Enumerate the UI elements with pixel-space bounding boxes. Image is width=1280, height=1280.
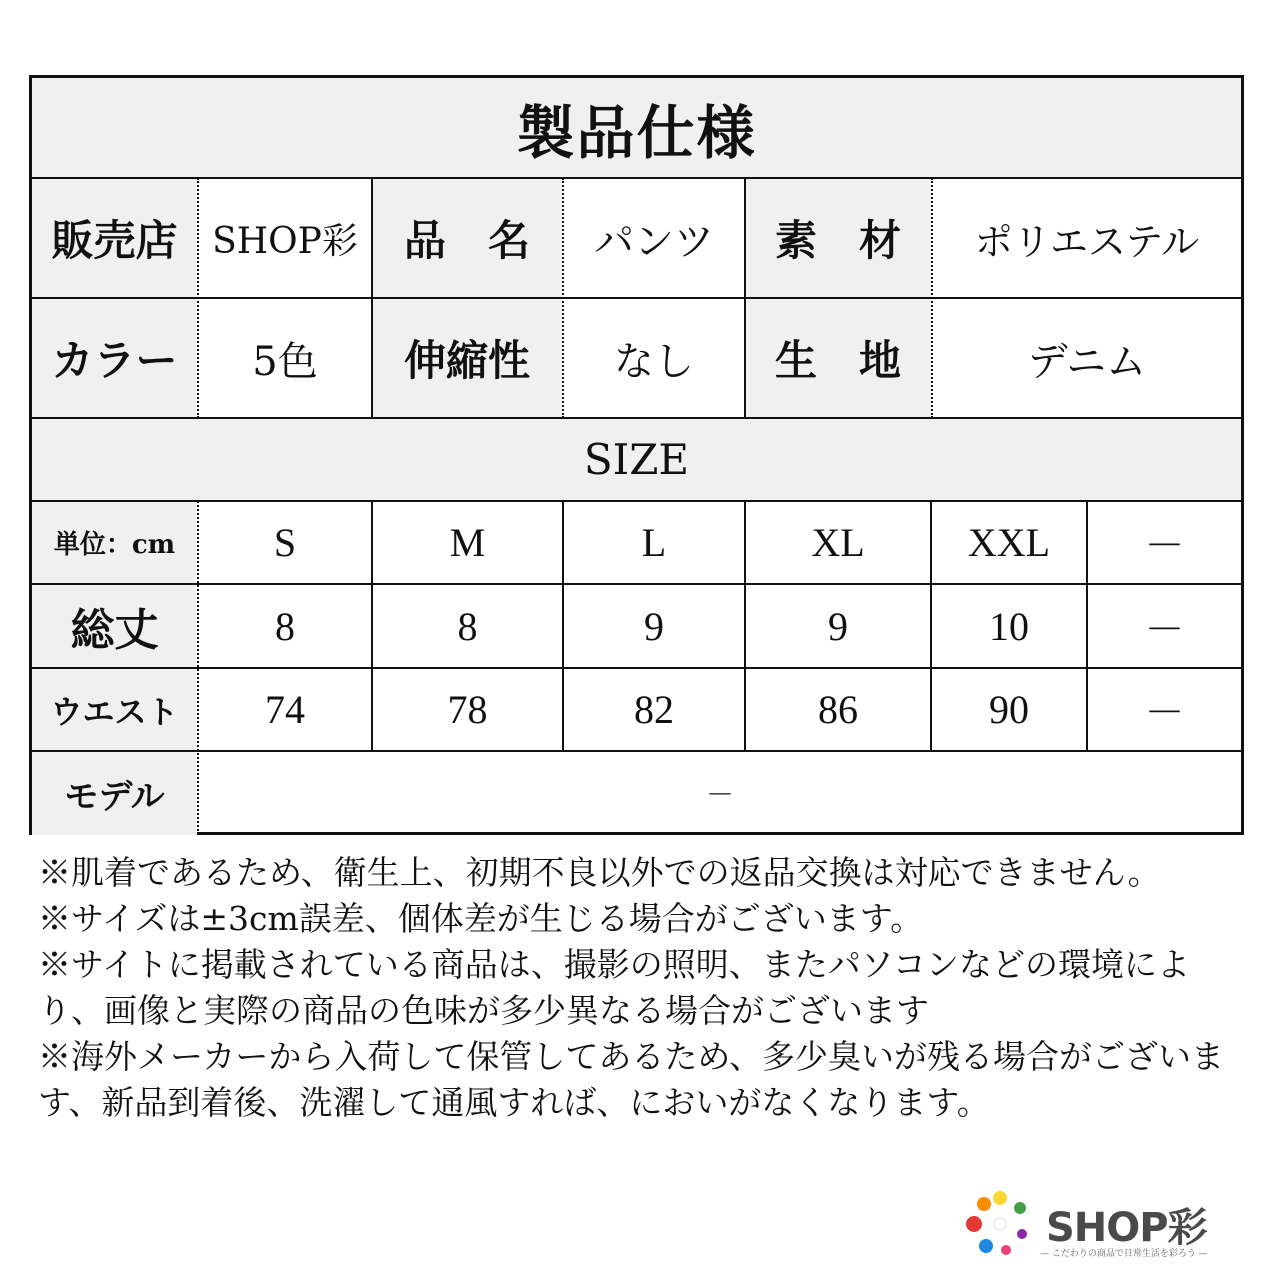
- size-header-xxl: XXL: [967, 520, 1051, 565]
- spec-table: [29, 75, 1244, 835]
- size-header-xl: XL: [811, 520, 865, 565]
- size-header-extra: －: [1144, 523, 1185, 568]
- logo-text: SHOP彩: [1046, 1205, 1207, 1251]
- size-title: SIZE: [583, 435, 690, 484]
- table-cell: 10: [989, 603, 1029, 649]
- table-cell: 9: [828, 603, 848, 649]
- model-label: モデル: [64, 776, 165, 817]
- material-label: 素 材: [774, 216, 901, 265]
- model-value: －: [705, 780, 734, 811]
- size-header-l: L: [641, 520, 667, 565]
- table-cell: －: [1144, 690, 1185, 735]
- size-header-s: S: [273, 520, 297, 565]
- color-label: カラー: [51, 336, 178, 385]
- stretch-value: なし: [614, 338, 694, 385]
- material-value: ポリエステル: [974, 219, 1200, 264]
- note-item: ※海外メーカーから入荷して保管してあるため、多少臭いが残る場合がございます、新品到着後、洗濯して通風すれば、においがなくなります。: [38, 1037, 1225, 1122]
- fabric-label: 生 地: [774, 336, 901, 385]
- table-cell: 8: [275, 603, 295, 649]
- row-label-total-length: 総丈: [70, 605, 159, 656]
- note-item: ※サイトに掲載されている商品は、撮影の照明、またパソコンなどの環境により、画像と実際の商品の色味が多少異なる場合がございます: [38, 945, 1191, 1030]
- shop-value: SHOP彩: [212, 220, 358, 262]
- table-cell: 8: [457, 603, 478, 649]
- page-title: 製品仕様: [516, 99, 757, 167]
- table-cell: －: [1144, 606, 1185, 652]
- flower-icon: [960, 1188, 1040, 1266]
- notes: [38, 850, 1238, 1126]
- stretch-label: 伸縮性: [403, 336, 530, 385]
- table-cell: 86: [818, 687, 858, 732]
- color-value: 5色: [252, 338, 318, 385]
- name-value: パンツ: [594, 218, 714, 265]
- shop-label: 販売店: [51, 216, 178, 265]
- logo-tagline: — こだわりの商品で日常生活を彩ろう —: [1040, 1249, 1208, 1259]
- table-cell: 78: [447, 687, 488, 732]
- note-item: ※肌着であるため、衛生上、初期不良以外での返品交換は対応できません。: [38, 853, 1161, 892]
- row-label-waist: ウエスト: [50, 692, 179, 731]
- size-header-m: M: [449, 520, 486, 565]
- table-cell: 82: [634, 687, 674, 732]
- table-cell: 74: [265, 687, 305, 732]
- fabric-value: デニム: [1027, 338, 1147, 385]
- note-item: ※サイズは±3cm誤差、個体差が生じる場合がございます。: [38, 899, 924, 938]
- table-cell: 90: [989, 687, 1029, 732]
- shop-logo: [960, 1188, 1230, 1266]
- unit-label: 単位：cm: [53, 530, 176, 560]
- name-label: 品 名: [403, 216, 530, 265]
- table-cell: 9: [644, 603, 664, 649]
